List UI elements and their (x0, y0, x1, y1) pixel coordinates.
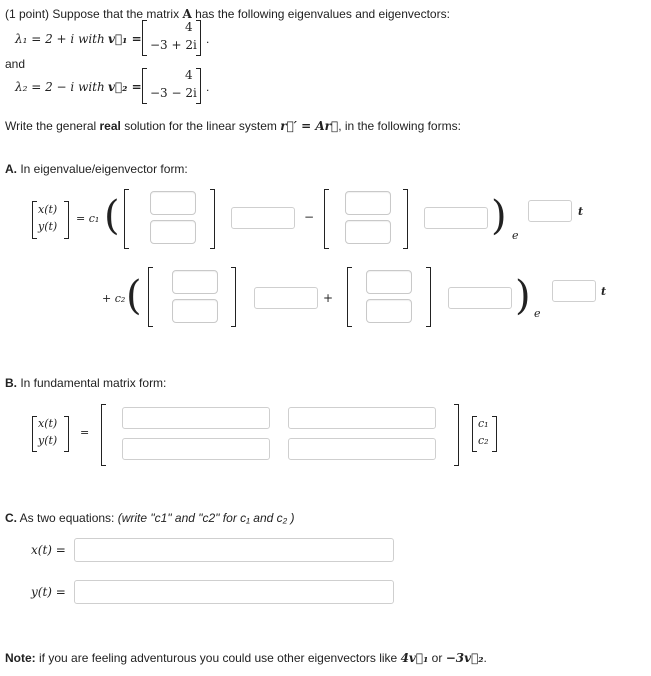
a-exponent-input-1[interactable] (528, 200, 572, 222)
left-paren-2: ( (126, 273, 142, 319)
note-example-2: −3v⃗₂ (445, 651, 484, 665)
exp-base-2: e (534, 307, 541, 320)
b2-top-input[interactable] (366, 270, 412, 294)
x-equation-label: x(t) = (31, 543, 66, 557)
bracket-b1-right (231, 267, 236, 327)
note-example-1: 4v⃗₁ (400, 651, 429, 665)
b-equals: = (80, 426, 90, 439)
period: . (206, 80, 210, 94)
c-vector-right-bracket (492, 416, 497, 452)
fund-matrix-21-input[interactable] (122, 438, 270, 460)
period: . (206, 32, 210, 46)
b-xt-label: x(t) (38, 417, 58, 430)
part-b-label (5, 376, 166, 390)
a1-function-input[interactable] (231, 207, 295, 229)
eigenvector-1-label: v⃗₁ = (108, 32, 142, 46)
a2-top-input[interactable] (345, 191, 391, 215)
and-text: and (5, 57, 26, 71)
b2-bottom-input[interactable] (366, 299, 412, 323)
fund-matrix-12-input[interactable] (288, 407, 436, 429)
instruction-text: Write the general (5, 119, 100, 133)
problem-text: (1 point) Suppose that the matrix (5, 7, 183, 21)
b2-function-input[interactable] (448, 287, 512, 309)
v1-left-bracket (142, 20, 147, 56)
a1-top-input[interactable] (150, 191, 196, 215)
real-keyword: real (99, 119, 121, 133)
b1-function-input[interactable] (254, 287, 318, 309)
note (5, 651, 487, 665)
part-c-hint: (write "c1" and "c2" for c₁ and c₂ ) (117, 511, 295, 525)
exp-base: e (512, 229, 519, 242)
exp-t-2: t (601, 285, 607, 298)
note-label: Note: (5, 651, 36, 665)
instruction-text-2: solution for the linear system (120, 119, 281, 133)
c-vector-left-bracket (472, 416, 477, 452)
v1-top: 4 (185, 20, 193, 34)
eigenvalue-2: λ₂ = 2 − i with (15, 80, 105, 94)
eigenvector-2-label: v⃗₂ = (108, 80, 142, 94)
eigenvalue-1: λ₁ = 2 + i with (15, 32, 105, 46)
a1-bottom-input[interactable] (150, 220, 196, 244)
b-xy-right-bracket (64, 416, 69, 452)
a-exponent-input-2[interactable] (552, 280, 596, 302)
y-equation-input[interactable] (74, 580, 394, 604)
fund-matrix-left-bracket (101, 404, 106, 466)
note-end: . (483, 651, 487, 665)
fund-matrix-11-input[interactable] (122, 407, 270, 429)
x-equation-input[interactable] (74, 538, 394, 562)
c1-label: c₁ (478, 417, 489, 430)
part-a-letter: A. (5, 162, 17, 176)
b1-bottom-input[interactable] (172, 299, 218, 323)
bracket-b2-right (426, 267, 431, 327)
v2-top: 4 (185, 68, 193, 82)
y-equation-label: y(t) = (31, 585, 66, 599)
instruction-tail: , in the following forms: (338, 119, 461, 133)
bracket-b2-left (347, 267, 352, 327)
b1-top-input[interactable] (172, 270, 218, 294)
minus-sign: − (304, 210, 315, 224)
yt-label: y(t) (38, 220, 58, 233)
v2-left-bracket (142, 68, 147, 104)
v2-right-bracket (196, 68, 201, 104)
xt-label: x(t) (38, 203, 58, 216)
system-equation: r⃗′ = Ar⃗ (280, 119, 339, 133)
fund-matrix-22-input[interactable] (288, 438, 436, 460)
part-b-text: In fundamental matrix form: (17, 376, 167, 390)
right-paren-2: ) (515, 273, 531, 319)
plus-c2: + c₂ (102, 292, 126, 305)
part-c-label (5, 511, 295, 525)
plus-sign: + (323, 291, 334, 305)
problem-text-rest: has the following eigenvalues and eigenvectors: (191, 7, 450, 21)
note-text: if you are feeling adventurous you could use other eigenvectors like (35, 651, 401, 665)
a2-bottom-input[interactable] (345, 220, 391, 244)
a2-function-input[interactable] (424, 207, 488, 229)
c2-label: c₂ (478, 434, 489, 447)
part-b-letter: B. (5, 376, 17, 390)
bracket-a2-left (324, 189, 329, 249)
equals-c1: = c₁ (76, 212, 100, 225)
instruction (5, 119, 461, 133)
bracket-a1-right (210, 189, 215, 249)
problem-statement (5, 7, 450, 21)
note-or: or (428, 651, 446, 665)
v1-right-bracket (196, 20, 201, 56)
exp-t: t (578, 205, 584, 218)
b-xy-left-bracket (32, 416, 37, 452)
bracket-a2-right (403, 189, 408, 249)
part-a-label (5, 162, 188, 176)
bracket-b1-left (148, 267, 153, 327)
fund-matrix-right-bracket (454, 404, 459, 466)
matrix-symbol: A (182, 7, 192, 21)
v2-bottom: −3 − 2i (150, 86, 197, 100)
bracket-a1-left (124, 189, 129, 249)
xy-vector-right-bracket (64, 201, 69, 239)
xy-vector-left-bracket (32, 201, 37, 239)
right-paren: ) (491, 193, 507, 239)
left-paren: ( (104, 193, 120, 239)
v1-bottom: −3 + 2i (150, 38, 197, 52)
b-yt-label: y(t) (38, 434, 58, 447)
part-c-text: As two equations: (17, 511, 118, 525)
part-a-text: In eigenvalue/eigenvector form: (17, 162, 188, 176)
part-c-letter: C. (5, 511, 17, 525)
